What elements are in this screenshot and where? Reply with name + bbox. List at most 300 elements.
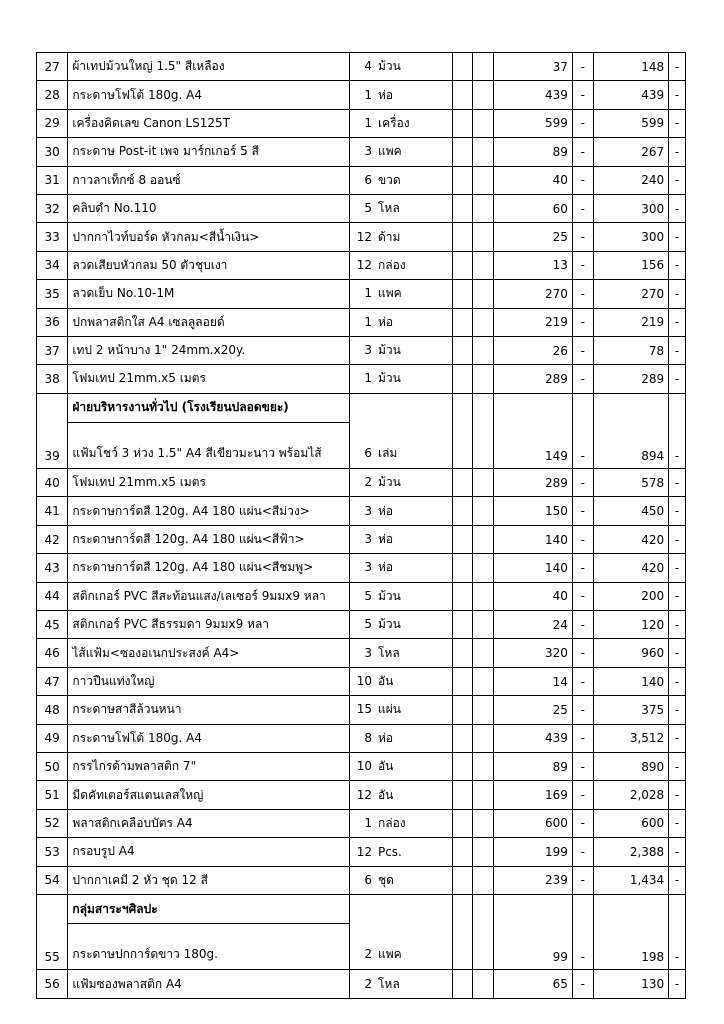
satang-dash: -	[572, 365, 593, 393]
blank-cell	[473, 866, 494, 894]
line-total: 198	[593, 924, 668, 970]
row-number: 39	[37, 423, 68, 469]
table-row	[37, 336, 686, 364]
item-name: เครื่องคิดเลข Canon LS125T	[68, 109, 350, 137]
blank-cell	[473, 223, 494, 251]
table-row	[37, 423, 686, 469]
item-name: แฟ้มซองพลาสติก A4	[68, 970, 350, 998]
unit: ม้วน	[377, 475, 401, 490]
quantity-cell	[349, 809, 452, 837]
satang-dash: -	[572, 469, 593, 497]
blank-cell	[473, 667, 494, 695]
quantity-cell	[349, 497, 452, 525]
unit: เครื่อง	[377, 115, 410, 130]
row-number: 40	[37, 469, 68, 497]
table-body	[37, 53, 686, 999]
blank-cell	[452, 138, 473, 166]
unit-price: 239	[494, 866, 573, 894]
unit-price: 24	[494, 611, 573, 639]
unit: แพค	[377, 144, 402, 159]
quantity-cell	[349, 724, 452, 752]
blank-cell	[452, 724, 473, 752]
unit-price: 140	[494, 525, 573, 553]
satang-dash: -	[669, 667, 686, 695]
blank-cell	[452, 924, 473, 970]
blank-cell	[572, 894, 593, 923]
line-total: 156	[593, 251, 668, 279]
satang-dash: -	[669, 166, 686, 194]
quantity: 3	[364, 503, 372, 518]
unit: ห่อ	[377, 560, 394, 575]
blank-cell	[473, 53, 494, 81]
unit-price: 289	[494, 469, 573, 497]
line-total: 140	[593, 667, 668, 695]
item-name: กรรไกรด้ามพลาสติก 7"	[68, 752, 350, 780]
blank-cell	[473, 582, 494, 610]
unit-price: 37	[494, 53, 573, 81]
row-number: 34	[37, 251, 68, 279]
satang-dash: -	[669, 308, 686, 336]
blank-cell	[452, 525, 473, 553]
quantity-cell	[349, 866, 452, 894]
satang-dash: -	[669, 582, 686, 610]
line-total: 219	[593, 308, 668, 336]
blank-cell	[452, 166, 473, 194]
table-row	[37, 194, 686, 222]
row-number: 43	[37, 554, 68, 582]
blank-cell	[452, 752, 473, 780]
blank-cell	[452, 53, 473, 81]
quantity: 6	[364, 446, 372, 461]
quantity-cell	[349, 611, 452, 639]
item-name: กระดาษปกการ์ดขาว 180g.	[68, 924, 350, 970]
blank-cell	[452, 280, 473, 308]
satang-dash: -	[669, 696, 686, 724]
blank-cell	[473, 365, 494, 393]
line-total: 375	[593, 696, 668, 724]
satang-dash: -	[669, 497, 686, 525]
satang-dash: -	[572, 497, 593, 525]
table-row	[37, 554, 686, 582]
blank-cell	[473, 724, 494, 752]
quantity: 1	[364, 314, 372, 329]
row-number: 41	[37, 497, 68, 525]
blank-cell	[452, 251, 473, 279]
group-heading: ฝ่ายบริหารงานทั่วไป (โรงเรียนปลอดขยะ)	[68, 393, 350, 422]
line-total: 78	[593, 336, 668, 364]
unit: ม้วน	[377, 371, 401, 386]
blank-cell	[473, 639, 494, 667]
table-row	[37, 866, 686, 894]
row-number: 33	[37, 223, 68, 251]
unit-price: 169	[494, 781, 573, 809]
unit-price: 25	[494, 696, 573, 724]
row-number: 37	[37, 336, 68, 364]
blank-cell	[593, 894, 668, 923]
satang-dash: -	[572, 611, 593, 639]
row-number: 27	[37, 53, 68, 81]
blank-cell	[473, 809, 494, 837]
unit: อัน	[377, 787, 394, 802]
blank-cell	[452, 393, 473, 422]
quantity-cell	[349, 138, 452, 166]
blank-cell	[452, 894, 473, 923]
blank-cell	[473, 970, 494, 998]
unit-price: 40	[494, 582, 573, 610]
table-row	[37, 365, 686, 393]
quantity-cell	[349, 696, 452, 724]
item-name: ปากกาไวท์บอร์ด หัวกลม<สีน้ำเงิน>	[68, 223, 350, 251]
quantity-cell	[349, 781, 452, 809]
quantity: 2	[364, 976, 372, 991]
line-total: 578	[593, 469, 668, 497]
unit: โหล	[377, 201, 400, 216]
unit: ม้วน	[377, 59, 401, 74]
satang-dash: -	[669, 365, 686, 393]
table-row	[37, 809, 686, 837]
quantity: 3	[364, 144, 372, 159]
satang-dash: -	[572, 423, 593, 469]
blank-cell	[473, 469, 494, 497]
blank-cell	[473, 280, 494, 308]
unit-price: 26	[494, 336, 573, 364]
row-number: 50	[37, 752, 68, 780]
quantity: 5	[364, 588, 372, 603]
line-total: 2,388	[593, 838, 668, 866]
satang-dash: -	[669, 639, 686, 667]
blank-cell	[37, 393, 68, 422]
satang-dash: -	[669, 838, 686, 866]
satang-dash: -	[669, 469, 686, 497]
quantity: 1	[364, 87, 372, 102]
unit-price: 65	[494, 970, 573, 998]
row-number: 45	[37, 611, 68, 639]
quantity: 3	[364, 532, 372, 547]
blank-cell	[452, 308, 473, 336]
satang-dash: -	[572, 194, 593, 222]
satang-dash: -	[572, 866, 593, 894]
group-header-row	[37, 393, 686, 422]
item-name: กระดาษการ์ดสี 120g. A4 180 แผ่น<สีฟ้า>	[68, 525, 350, 553]
satang-dash: -	[572, 554, 593, 582]
quantity-cell	[349, 109, 452, 137]
quantity-cell	[349, 582, 452, 610]
quantity-cell	[349, 525, 452, 553]
satang-dash: -	[669, 781, 686, 809]
unit: ชุด	[377, 872, 394, 887]
table-row	[37, 138, 686, 166]
blank-cell	[452, 365, 473, 393]
table-row	[37, 525, 686, 553]
blank-cell	[473, 525, 494, 553]
blank-cell	[473, 752, 494, 780]
quantity: 1	[364, 815, 372, 830]
unit: ห่อ	[377, 532, 394, 547]
blank-cell	[452, 639, 473, 667]
unit: ม้วน	[377, 617, 401, 632]
line-total: 420	[593, 525, 668, 553]
item-name: ผ้าเทปม้วนใหญ่ 1.5" สีเหลือง	[68, 53, 350, 81]
quantity-cell	[349, 752, 452, 780]
satang-dash: -	[572, 251, 593, 279]
satang-dash: -	[572, 223, 593, 251]
unit: แพค	[377, 286, 402, 301]
blank-cell	[452, 838, 473, 866]
blank-cell	[452, 611, 473, 639]
item-name: ไส้แฟ้ม<ซองอเนกประสงค์ A4>	[68, 639, 350, 667]
blank-cell	[473, 81, 494, 109]
item-name: สติกเกอร์ PVC สีธรรมดา 9มมx9 หลา	[68, 611, 350, 639]
item-name: แฟ้มโชว์ 3 ห่วง 1.5" A4 สีเขียวมะนาว พร้อมไส้	[68, 423, 350, 469]
quantity-cell	[349, 194, 452, 222]
item-name: สติกเกอร์ PVC สีสะท้อนแสง/เลเซอร์ 9มมx9 หลา	[68, 582, 350, 610]
blank-cell	[473, 894, 494, 923]
satang-dash: -	[572, 752, 593, 780]
item-name: กระดาษการ์ดสี 120g. A4 180 แผ่น<สีชมพู>	[68, 554, 350, 582]
satang-dash: -	[572, 696, 593, 724]
item-name: ลวดเย็บ No.10-1M	[68, 280, 350, 308]
satang-dash: -	[572, 308, 593, 336]
line-total: 130	[593, 970, 668, 998]
unit-price: 439	[494, 81, 573, 109]
blank-cell	[452, 554, 473, 582]
item-name: พลาสติกเคลือบบัตร A4	[68, 809, 350, 837]
row-number: 42	[37, 525, 68, 553]
quantity: 10	[356, 674, 372, 688]
satang-dash: -	[669, 866, 686, 894]
row-number: 38	[37, 365, 68, 393]
blank-cell	[452, 667, 473, 695]
quantity-cell	[349, 251, 452, 279]
unit: ด้าม	[377, 229, 401, 244]
line-total: 450	[593, 497, 668, 525]
unit: แผ่น	[377, 702, 401, 717]
table-row	[37, 639, 686, 667]
satang-dash: -	[572, 639, 593, 667]
item-name: กระดาษ Post-it เพจ มาร์กเกอร์ 5 สี	[68, 138, 350, 166]
row-number: 36	[37, 308, 68, 336]
table-row	[37, 497, 686, 525]
quantity-cell	[349, 308, 452, 336]
row-number: 30	[37, 138, 68, 166]
table-row	[37, 81, 686, 109]
satang-dash: -	[669, 223, 686, 251]
line-total: 960	[593, 639, 668, 667]
blank-cell	[473, 251, 494, 279]
line-total: 120	[593, 611, 668, 639]
satang-dash: -	[669, 423, 686, 469]
blank-cell	[669, 894, 686, 923]
satang-dash: -	[669, 53, 686, 81]
unit: โหล	[377, 976, 400, 991]
row-number: 52	[37, 809, 68, 837]
unit-price: 25	[494, 223, 573, 251]
quantity-cell	[349, 469, 452, 497]
unit: ขวด	[377, 172, 401, 187]
unit-price: 149	[494, 423, 573, 469]
table-row	[37, 308, 686, 336]
blank-cell	[473, 696, 494, 724]
quantity: 6	[364, 872, 372, 887]
satang-dash: -	[669, 554, 686, 582]
satang-dash: -	[572, 809, 593, 837]
blank-cell	[349, 894, 452, 923]
blank-cell	[452, 336, 473, 364]
blank-cell	[473, 194, 494, 222]
satang-dash: -	[572, 924, 593, 970]
unit-price: 40	[494, 166, 573, 194]
satang-dash: -	[669, 251, 686, 279]
blank-cell	[473, 393, 494, 422]
satang-dash: -	[572, 138, 593, 166]
quantity-cell	[349, 970, 452, 998]
blank-cell	[473, 611, 494, 639]
blank-cell	[473, 497, 494, 525]
row-number: 54	[37, 866, 68, 894]
quantity-cell	[349, 924, 452, 970]
quantity-cell	[349, 53, 452, 81]
unit: ห่อ	[377, 730, 394, 745]
satang-dash: -	[669, 109, 686, 137]
unit: Pcs.	[377, 844, 402, 859]
line-total: 890	[593, 752, 668, 780]
quantity: 12	[356, 257, 372, 272]
row-number: 32	[37, 194, 68, 222]
line-total: 439	[593, 81, 668, 109]
quantity-cell	[349, 838, 452, 866]
unit: เล่ม	[377, 446, 398, 461]
satang-dash: -	[669, 280, 686, 308]
item-name: ปากกาเคมี 2 หัว ชุด 12 สี	[68, 866, 350, 894]
line-total: 1,434	[593, 866, 668, 894]
row-number: 31	[37, 166, 68, 194]
blank-cell	[452, 809, 473, 837]
blank-cell	[452, 497, 473, 525]
unit-price: 289	[494, 365, 573, 393]
quantity: 5	[364, 201, 372, 216]
table-row	[37, 696, 686, 724]
satang-dash: -	[669, 809, 686, 837]
line-total: 267	[593, 138, 668, 166]
item-name: คลิบดำ No.110	[68, 194, 350, 222]
blank-cell	[593, 393, 668, 422]
quantity-cell	[349, 336, 452, 364]
quantity: 6	[364, 172, 372, 187]
line-total: 300	[593, 223, 668, 251]
unit: อัน	[377, 759, 394, 774]
quantity: 15	[356, 702, 372, 717]
satang-dash: -	[669, 752, 686, 780]
satang-dash: -	[669, 924, 686, 970]
group-heading: กลุ่มสาระฯศิลปะ	[68, 894, 350, 923]
quantity: 3	[364, 645, 372, 660]
unit: ม้วน	[377, 343, 401, 358]
satang-dash: -	[572, 525, 593, 553]
satang-dash: -	[572, 667, 593, 695]
blank-cell	[473, 308, 494, 336]
quantity: 1	[364, 286, 372, 301]
line-total: 3,512	[593, 724, 668, 752]
table-row	[37, 667, 686, 695]
unit-price: 439	[494, 724, 573, 752]
table-row	[37, 724, 686, 752]
unit-price: 150	[494, 497, 573, 525]
item-name: กระดาษการ์ดสี 120g. A4 180 แผ่น<สีม่วง>	[68, 497, 350, 525]
unit: ห่อ	[377, 87, 394, 102]
item-name: ลวดเสียบหัวกลม 50 ตัวชุบเงา	[68, 251, 350, 279]
unit: แพค	[377, 947, 402, 962]
line-total: 240	[593, 166, 668, 194]
line-total: 2,028	[593, 781, 668, 809]
row-number: 44	[37, 582, 68, 610]
blank-cell	[473, 109, 494, 137]
item-name: กาวปืนแท่งใหญ่	[68, 667, 350, 695]
blank-cell	[452, 81, 473, 109]
quantity: 3	[364, 343, 372, 358]
quantity: 5	[364, 617, 372, 632]
blank-cell	[473, 423, 494, 469]
price-list-table	[36, 52, 686, 999]
unit-price: 60	[494, 194, 573, 222]
unit-price: 99	[494, 924, 573, 970]
unit: ห่อ	[377, 503, 394, 518]
satang-dash: -	[572, 81, 593, 109]
unit: โหล	[377, 645, 400, 660]
quantity-cell	[349, 667, 452, 695]
blank-cell	[452, 223, 473, 251]
blank-cell	[494, 393, 573, 422]
quantity-cell	[349, 554, 452, 582]
table-row	[37, 109, 686, 137]
item-name: กรอบรูป A4	[68, 838, 350, 866]
blank-cell	[473, 166, 494, 194]
satang-dash: -	[669, 138, 686, 166]
table-row	[37, 166, 686, 194]
quantity: 12	[356, 844, 372, 859]
quantity-cell	[349, 166, 452, 194]
row-number: 48	[37, 696, 68, 724]
unit: อัน	[377, 674, 394, 688]
row-number: 29	[37, 109, 68, 137]
satang-dash: -	[572, 336, 593, 364]
table-row	[37, 781, 686, 809]
unit: กล่อง	[377, 815, 406, 830]
unit-price: 599	[494, 109, 573, 137]
table-row	[37, 251, 686, 279]
quantity-cell	[349, 365, 452, 393]
blank-cell	[473, 554, 494, 582]
blank-cell	[452, 469, 473, 497]
row-number: 51	[37, 781, 68, 809]
quantity: 1	[364, 371, 372, 386]
table-row	[37, 838, 686, 866]
item-name: โฟมเทป 21mm.x5 เมตร	[68, 469, 350, 497]
row-number: 56	[37, 970, 68, 998]
table-row	[37, 611, 686, 639]
satang-dash: -	[572, 781, 593, 809]
satang-dash: -	[669, 81, 686, 109]
item-name: กาวลาเท็กซ์ 8 ออนซ์	[68, 166, 350, 194]
item-name: กระดาษโฟโต้ 180g. A4	[68, 81, 350, 109]
line-total: 148	[593, 53, 668, 81]
satang-dash: -	[669, 970, 686, 998]
satang-dash: -	[669, 194, 686, 222]
table-row	[37, 280, 686, 308]
satang-dash: -	[669, 724, 686, 752]
blank-cell	[452, 423, 473, 469]
quantity: 2	[364, 947, 372, 962]
quantity: 3	[364, 560, 372, 575]
